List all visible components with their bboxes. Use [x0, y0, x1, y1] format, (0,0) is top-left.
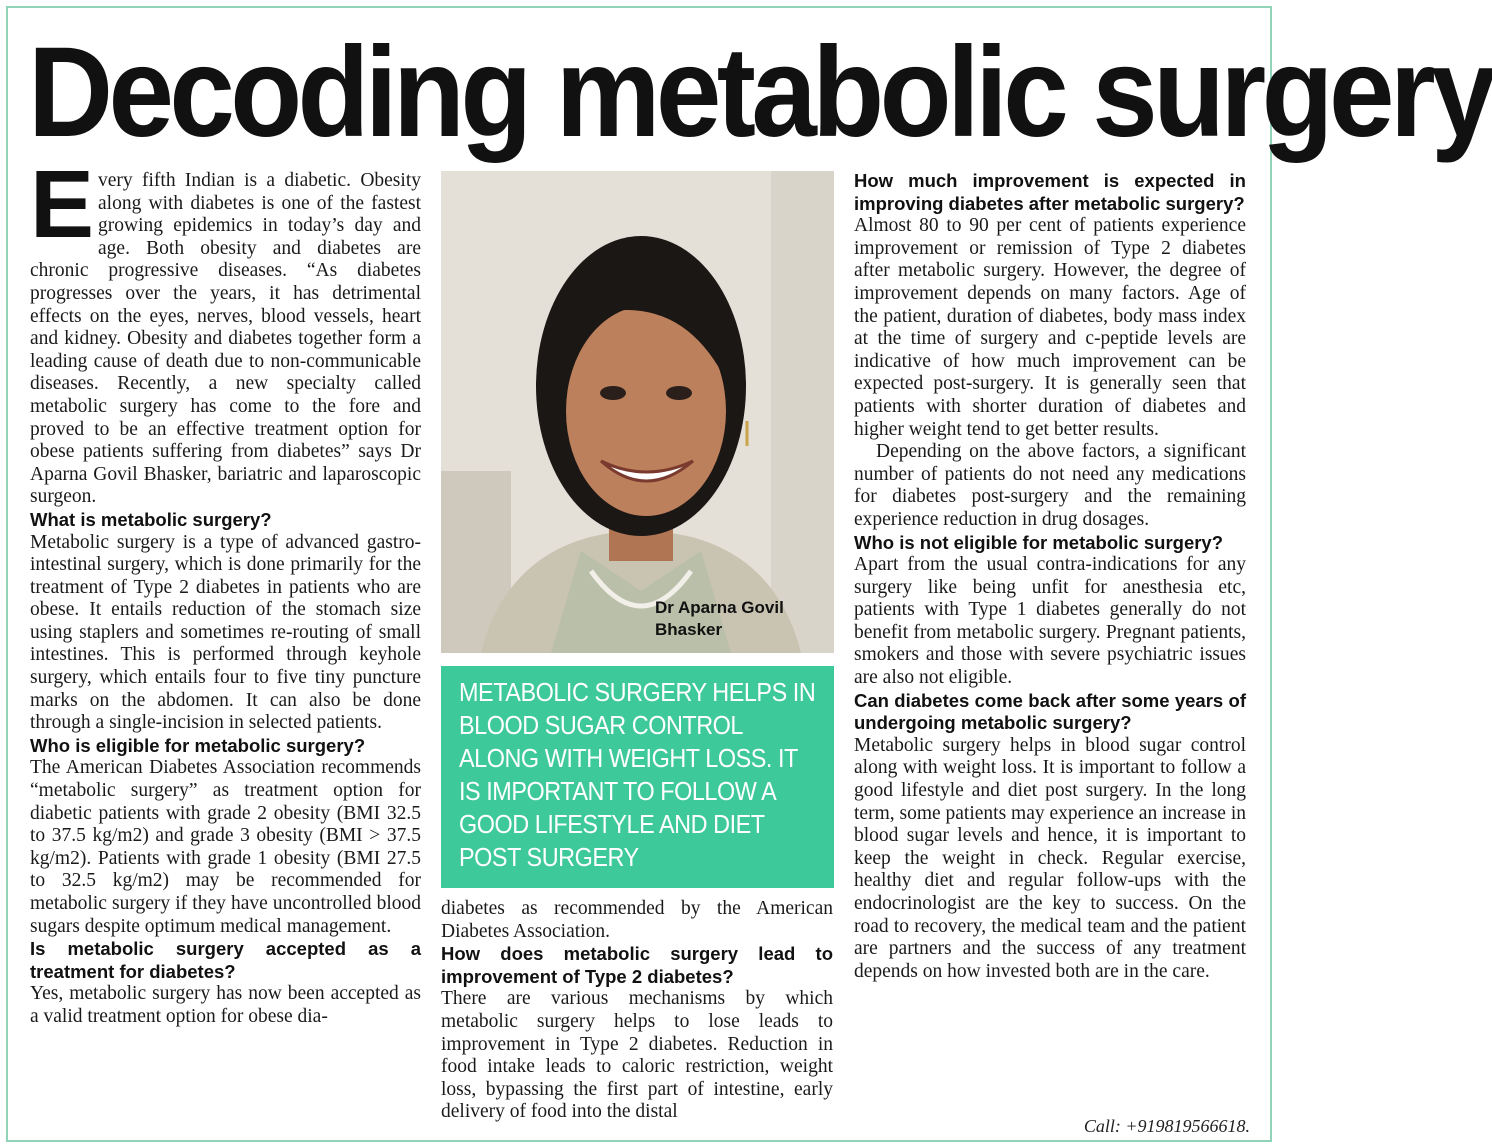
intro-paragraph: very fifth Indian is a diabetic. Obesity along with diabetes is one of the fastest growing epidemics in today’s day and age. Both obesity and diabetes are chronic progressive diseases. “As diabetes progresses over the years, it has detrimental effects on the eyes, nerves, blood vessels, heart and kidney. Obesity and diabetes together form a leading cause of death due to non-communicable diseases. Recently, a new specialty called metabolic surgery has come to the fore and proved to be an effective treatment option for obese patients suffering from diabetes” says Dr Aparna Govil Bhasker, bariatric and laparoscopic surgeon.: [30, 170, 421, 508]
answer-paragraph: Metabolic surgery is a type of advanced gastro-intestinal surgery, which is done primarily for the treatment of Type 2 diabetes in patients who are obese. It entails reduction of the stomach size using staplers and sometimes re-routing of small intestines. This is performed through keyhole surgery, which entails four to five tiny puncture marks on the abdomen. It can also be done through a single-incision in selected patients.: [30, 531, 421, 734]
answer-paragraph: diabetes as recommended by the American Diabetes Association.: [441, 898, 833, 942]
question-heading: Is metabolic surgery accepted as a treatment for diabetes?: [30, 938, 421, 982]
drop-cap: E: [30, 151, 95, 258]
answer-paragraph: Almost 80 to 90 per cent of patients experience improvement or remission of Type 2 diabetes after metabolic surgery. However, the degree of improvement depends on many factors. Age of the patient, duration of diabetes, body mass index at the time of surgery and c-peptide levels are indicative of how much improvement can be expected post-surgery. It is generally seen that patients with shorter duration of diabetes and higher weight tend to get better results.: [854, 215, 1246, 440]
question-heading: Can diabetes come back after some years of undergoing metabolic surgery?: [854, 689, 1246, 734]
pull-quote-box: [441, 666, 834, 888]
pull-quote-text: METABOLIC SURGERY HELPS IN BLOOD SUGAR CONTROL ALONG WITH WEIGHT LOSS. IT IS IMPORTANT TO FOLLOW A GOOD LIFESTYLE AND DIET POST SURGERY: [459, 677, 816, 872]
portrait-illustration: [441, 171, 834, 653]
answer-paragraph: Depending on the above factors, a significant number of patients do not need any medications for diabetes post-surgery and the remaining experience reduction in drug dosages.: [854, 441, 1246, 530]
contact-number: Call: +919819566618.: [1083, 1116, 1250, 1136]
answer-paragraph: Yes, metabolic surgery has now been accepted as a valid treatment option for obese dia-: [30, 983, 421, 1027]
headline: Decoding metabolic surgery: [28, 21, 1492, 164]
question-heading: How much improvement is expected in improving diabetes after metabolic surgery?: [854, 170, 1246, 214]
question-heading: Who is eligible for metabolic surgery?: [30, 734, 366, 756]
caption-line: Bhasker: [655, 620, 723, 639]
answer-paragraph: Metabolic surgery helps in blood sugar control along with weight loss. It is important to follow a good lifestyle and diet post surgery. In the long term, some patients may experience an increase in blood sugar levels and hence, it is important to keep the weight in check. Regular exercise, healthy diet and regular follow-ups with the endocrinologist are the key to success. On the road to recovery, the medical team and the patient are partners and the success of any treatment depends on how invested both are in the care.: [854, 734, 1246, 982]
column-3: [854, 170, 1246, 983]
portrait-photo: [441, 171, 834, 653]
answer-paragraph: Apart from the usual contra-indications for any surgery like being unfit for anesthesia etc, patients with Type 1 diabetes generally do not benefit from metabolic surgery. Pregnant patients, smokers and those with severe psychiatric issues are also not eligible.: [854, 554, 1246, 689]
photo-caption: [655, 597, 825, 641]
question-heading: How does metabolic surgery lead to improvement of Type 2 diabetes?: [441, 943, 833, 987]
answer-paragraph: There are various mechanisms by which metabolic surgery helps to lose leads to improvement in Type 2 diabetes. Reduction in food intake leads to caloric restriction, weight loss, bypassing the first part of intestine, early delivery of food into the distal: [441, 988, 833, 1123]
column-1: [30, 151, 421, 1029]
column-2: [441, 898, 833, 1124]
answer-paragraph: The American Diabetes Association recommends “metabolic surgery” as treatment option for diabetic patients with grade 2 obesity (BMI 32.5 to 37.5 kg/m2) and grade 3 obesity (BMI > 37.5 kg/m2). Patients with grade 1 obesity (BMI 27.5 to 32.5 kg/m2) may be recommended for metabolic surgery if they have uncontrolled blood sugars despite optimum medical management.: [30, 757, 421, 937]
question-heading: What is metabolic surgery?: [30, 508, 272, 530]
question-heading: Who is not eligible for metabolic surgery?: [854, 531, 1224, 553]
caption-line: Dr Aparna Govil: [655, 598, 784, 617]
